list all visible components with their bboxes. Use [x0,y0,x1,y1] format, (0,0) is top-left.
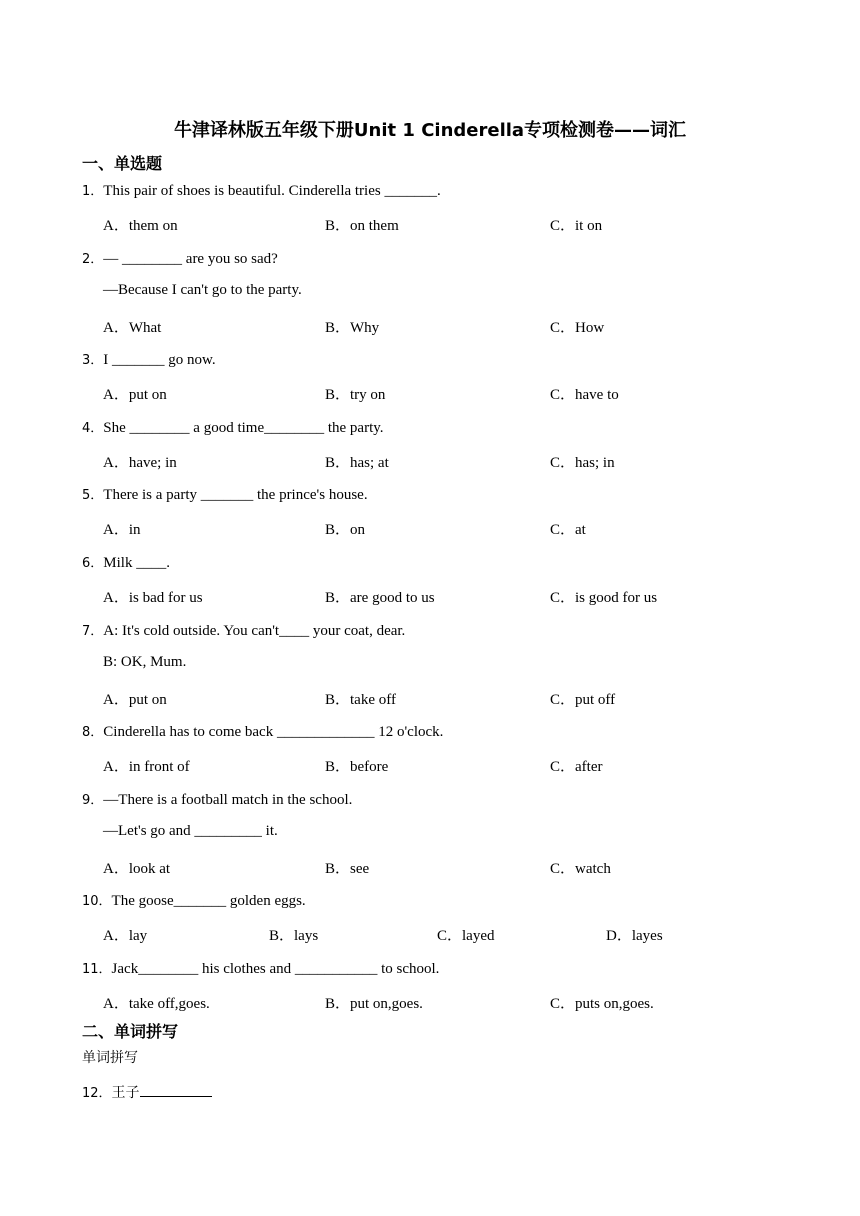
question-number: 7． [82,624,104,639]
question-text: She ________ a good time________ the party. [103,420,384,436]
option-a[interactable]: A．put on [103,387,167,403]
option-c[interactable]: C．it on [550,218,603,234]
option-a[interactable]: A．is bad for us [103,590,203,606]
question-number: 3． [82,353,104,368]
answer-options [103,518,783,540]
question-dialogue-line: —Because I can't go to the party. [103,282,302,298]
option-b[interactable]: B．take off [325,692,396,708]
question-number: 12． [82,1086,112,1101]
question-6 [82,552,170,572]
question-7 [82,620,405,640]
option-c[interactable]: C．has; in [550,455,615,471]
option-a[interactable]: A．have; in [103,455,177,471]
question-text: This pair of shoes is beautiful. Cinderella tries _______. [103,183,441,199]
answer-options [103,451,783,473]
question-number: 5． [82,488,104,503]
question-text: A: It's cold outside. You can't____ your coat, dear. [103,623,406,639]
option-c[interactable]: C．puts on,goes. [550,996,654,1012]
option-c[interactable]: C．How [550,320,605,336]
option-c[interactable]: C．have to [550,387,619,403]
question-text: —There is a football match in the school. [103,792,353,808]
option-b[interactable]: B．on them [325,218,399,234]
answer-options [103,924,783,946]
question-dialogue-line: —Let's go and _________ it. [103,823,278,839]
option-d[interactable]: D．layes [606,928,663,944]
option-a[interactable]: A．What [103,320,162,336]
question-11 [82,958,439,978]
question-number: 10． [82,894,112,909]
question-number: 8． [82,725,104,740]
question-number: 9． [82,793,104,808]
option-b[interactable]: B．on [325,522,366,538]
option-a[interactable]: A．take off,goes. [103,996,210,1012]
question-number: 1． [82,184,104,199]
page-title: 牛津译林版五年级下册Unit 1 Cinderella专项检测卷——词汇 [173,120,687,141]
answer-options [103,586,783,608]
answer-options [103,316,783,338]
option-a[interactable]: A．put on [103,692,167,708]
answer-options [103,383,783,405]
answer-options [103,857,783,879]
option-c[interactable]: C．is good for us [550,590,658,606]
question-number: 11． [82,962,112,977]
option-b[interactable]: B．Why [325,320,380,336]
question-text: There is a party _______ the prince's house. [103,487,368,503]
answer-options [103,214,783,236]
option-b[interactable]: B．put on,goes. [325,996,423,1012]
option-c[interactable]: C．watch [550,861,611,877]
option-a[interactable]: A．in front of [103,759,190,775]
option-a[interactable]: A．them on [103,218,178,234]
question-2 [82,248,278,268]
question-3 [82,349,216,369]
option-a[interactable]: A．look at [103,861,171,877]
option-b[interactable]: B．see [325,861,370,877]
option-a[interactable]: A．lay [103,928,148,944]
question-10 [82,890,306,910]
option-a[interactable]: A．in [103,522,141,538]
question-text: Cinderella has to come back _____________ 12 o'clock. [103,724,444,740]
question-5 [82,484,368,504]
section-heading-multiple-choice: 一、单选题 [82,154,163,173]
question-dialogue-line: B: OK, Mum. [103,654,187,670]
option-b[interactable]: B．try on [325,387,386,403]
answer-blank[interactable] [140,1081,212,1097]
question-text: 王子 [111,1085,140,1101]
question-number: 6． [82,556,104,571]
question-4 [82,417,384,437]
option-c[interactable]: C．at [550,522,586,538]
option-b[interactable]: B．lays [269,928,319,944]
question-1 [82,180,441,200]
question-text: I _______ go now. [103,352,216,368]
question-number: 2． [82,252,104,267]
option-c[interactable]: C．put off [550,692,616,708]
question-text: — ________ are you so sad? [103,251,278,267]
option-c[interactable]: C．after [550,759,603,775]
question-text: Jack________ his clothes and ___________ to school. [111,961,440,977]
option-b[interactable]: B．has; at [325,455,389,471]
question-8 [82,721,443,741]
question-12 [82,1081,212,1102]
option-b[interactable]: B．before [325,759,389,775]
spelling-instruction: 单词拼写 [82,1050,138,1066]
section-heading-spelling: 二、单词拼写 [82,1022,179,1041]
answer-options [103,688,783,710]
answer-options [103,755,783,777]
option-c[interactable]: C．layed [437,928,495,944]
question-text: The goose_______ golden eggs. [111,893,306,909]
question-9 [82,789,352,809]
question-text: Milk ____. [103,555,170,571]
question-number: 4． [82,421,104,436]
answer-options [103,992,783,1014]
option-b[interactable]: B．are good to us [325,590,435,606]
